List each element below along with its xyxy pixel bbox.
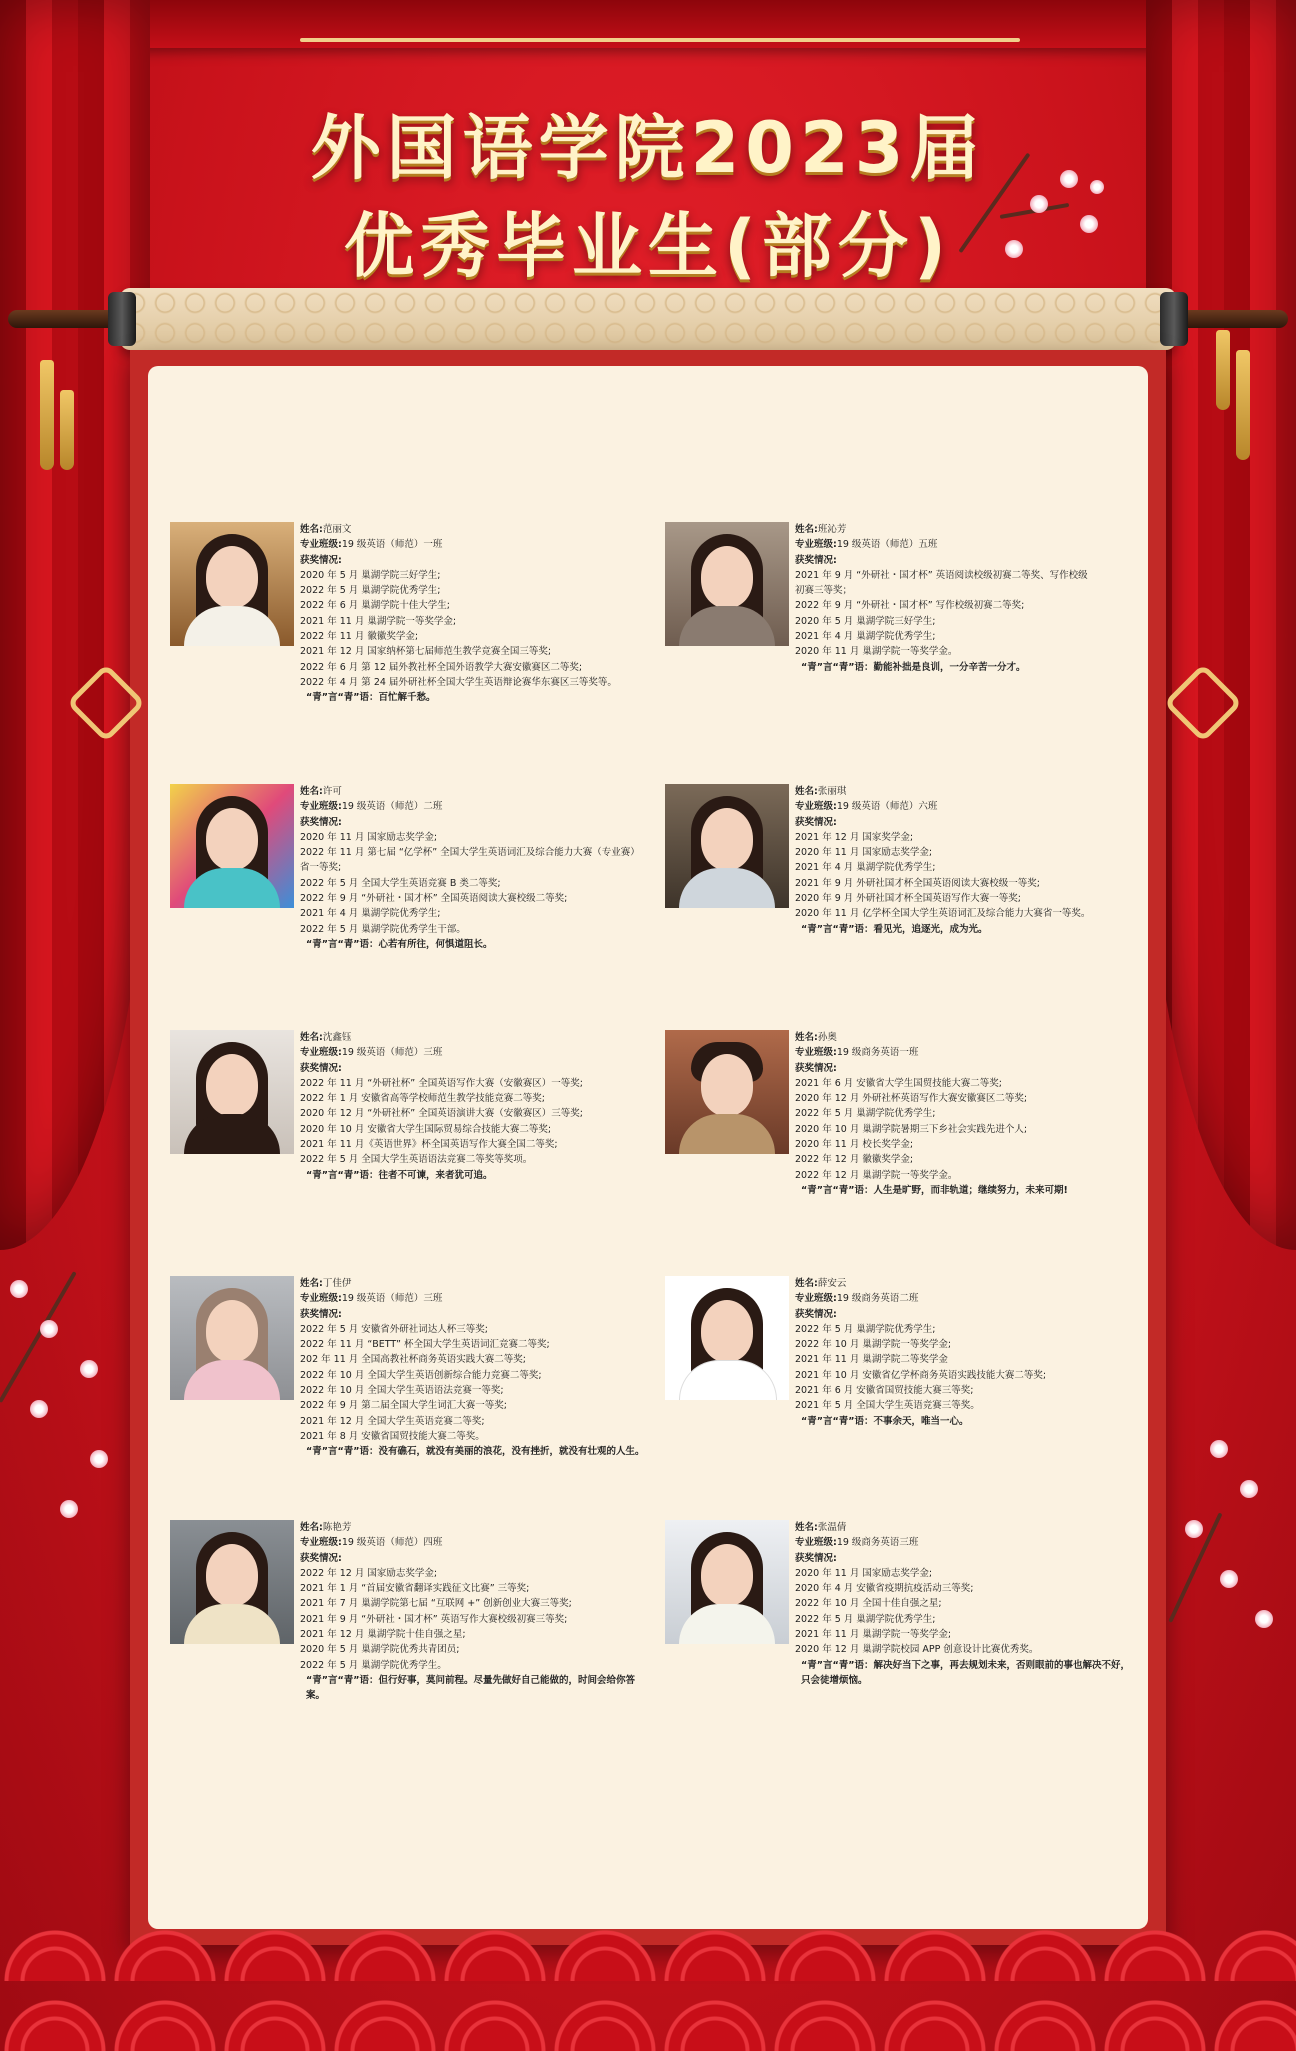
- right-tassel-2: [1216, 330, 1230, 410]
- student-photo: [170, 1276, 294, 1400]
- profile-text: [300, 784, 640, 952]
- award-item: 2022 年 5 月 全国大学生英语语法竞赛二等奖等奖项。: [300, 1154, 533, 1166]
- awards-label: 获奖情况:: [795, 816, 837, 828]
- award-item: 2022 年 12 月 巢湖学院一等奖学金。: [795, 1169, 958, 1181]
- student-name: 许可: [322, 786, 342, 797]
- student-name: 沈鑫钰: [322, 1032, 352, 1043]
- student-photo: [665, 1520, 789, 1644]
- class-label: 专业班级:: [300, 1047, 342, 1059]
- award-item: 2021 年 9 月 “外研社・国才杯” 英语阅读校级初赛二等奖、写作校级: [795, 569, 1088, 581]
- award-item: 2020 年 12 月 “外研社杯” 全国英语演讲大赛（安徽赛区）三等奖;: [300, 1108, 583, 1120]
- class-label: 专业班级:: [300, 1537, 342, 1549]
- award-item: 2022 年 5 月 巢湖学院优秀学生;: [795, 1323, 936, 1335]
- class-label: 专业班级:: [795, 1537, 837, 1549]
- profile-text: [300, 1030, 640, 1183]
- profile-text: [795, 522, 1135, 675]
- student-name: 张温倩: [817, 1522, 847, 1533]
- award-item: 2020 年 11 月 校长奖学金;: [795, 1139, 914, 1151]
- scroll-top-rod: [0, 288, 1296, 350]
- class-label: 专业班级:: [300, 1293, 342, 1305]
- award-item: 2022 年 9 月 “外研社・国才杯” 写作校级初赛二等奖;: [795, 600, 1025, 612]
- class-label: 专业班级:: [300, 539, 342, 551]
- award-item: 2021 年 11 月 巢湖学院一等奖学金;: [300, 615, 457, 627]
- wave-pattern-footer: [0, 1911, 1296, 2051]
- award-item: 2022 年 5 月 巢湖学院优秀学生。: [300, 1659, 447, 1671]
- student-photo: [665, 522, 789, 646]
- student-class: 19 级英语（师范）一班: [341, 539, 443, 551]
- award-item: 2022 年 10 月 全国大学生英语创新综合能力竞赛二等奖;: [300, 1369, 542, 1381]
- award-item: 2020 年 11 月 国家励志奖学金;: [795, 1567, 933, 1579]
- awards-label: 获奖情况:: [300, 554, 342, 566]
- gold-divider: [300, 38, 1020, 42]
- student-name: 薛安云: [817, 1278, 847, 1289]
- award-item: 2021 年 6 月 安徽省大学生国贸技能大赛二等奖;: [795, 1077, 1003, 1089]
- class-label: 专业班级:: [300, 801, 342, 813]
- award-item: 2020 年 4 月 安徽省疫期抗疫活动三等奖;: [795, 1583, 974, 1595]
- student-motto: “青”言“青”语：但行好事，莫问前程。尽量先做好自己能做的，时间会给你答案。: [306, 1674, 635, 1702]
- award-item: 省一等奖;: [300, 862, 342, 874]
- name-label: 姓名:: [795, 786, 818, 797]
- awards-label: 获奖情况:: [300, 816, 342, 828]
- award-item: 2021 年 11 月《英语世界》杯全国英语写作大赛全国二等奖;: [300, 1139, 558, 1151]
- award-item: 2022 年 11 月 徽徽奖学金;: [300, 631, 419, 643]
- award-item: 2021 年 11 月 巢湖学院二等奖学金: [795, 1354, 948, 1366]
- student-photo: [665, 784, 789, 908]
- award-item: 2022 年 10 月 全国十佳自强之星;: [795, 1598, 942, 1610]
- award-item: 2021 年 12 月 巢湖学院十佳自强之星;: [300, 1629, 466, 1641]
- award-item: 2021 年 5 月 全国大学生英语竞赛三等奖。: [795, 1400, 980, 1412]
- award-item: 2021 年 1 月 “首届安徽省翻译实践征文比赛” 三等奖;: [300, 1583, 530, 1595]
- award-item: 2020 年 11 月 亿学杯全国大学生英语词汇及综合能力大赛省一等奖。: [795, 908, 1091, 920]
- student-photo: [170, 522, 294, 646]
- award-item: 2021 年 9 月 外研社国才杯全国英语阅读大赛校级一等奖;: [795, 877, 1041, 889]
- profile-text: [795, 1030, 1135, 1198]
- student-name: 孙奥: [817, 1032, 837, 1043]
- student-motto: “青”言“青”语：不事余天，唯当一心。: [801, 1415, 969, 1427]
- name-label: 姓名:: [300, 1032, 323, 1043]
- award-item: 2022 年 4 月 第 24 届外研社杯全国大学生英语辩论赛华东赛区三等奖等。: [300, 676, 617, 688]
- award-item: 2022 年 5 月 巢湖学院优秀学生;: [300, 585, 441, 597]
- awards-label: 获奖情况:: [795, 1062, 837, 1074]
- award-item: 2022 年 11 月 “BETT” 杯全国大学生英语词汇竞赛二等奖;: [300, 1339, 550, 1351]
- award-item: 2022 年 10 月 全国大学生英语语法竞赛一等奖;: [300, 1385, 504, 1397]
- awards-label: 获奖情况:: [795, 554, 837, 566]
- award-item: 2022 年 5 月 巢湖学院优秀学生;: [795, 1613, 936, 1625]
- student-motto: “青”言“青”语：往者不可谏，来者犹可追。: [306, 1169, 493, 1181]
- award-item: 2022 年 6 月 巢湖学院十佳大学生;: [300, 600, 451, 612]
- award-item: 2022 年 5 月 安徽省外研社词达人杯三等奖;: [300, 1323, 489, 1335]
- award-item: 2021 年 8 月 安徽省国贸技能大赛二等奖。: [300, 1430, 485, 1442]
- class-label: 专业班级:: [795, 801, 837, 813]
- student-motto: “青”言“青”语：百忙解千愁。: [306, 692, 436, 704]
- award-item: 2020 年 12 月 巢湖学院校园 APP 创意设计比赛优秀奖。: [795, 1644, 1039, 1656]
- student-name: 班沁芳: [817, 524, 847, 535]
- award-item: 2022 年 12 月 国家励志奖学金;: [300, 1567, 438, 1579]
- class-label: 专业班级:: [795, 539, 837, 551]
- award-item: 2020 年 10 月 巢湖学院暑期三下乡社会实践先进个人;: [795, 1123, 1028, 1135]
- student-photo: [170, 1030, 294, 1154]
- award-item: 202 年 11 月 全国高教社杯商务英语实践大赛二等奖;: [300, 1354, 527, 1366]
- award-item: 2021 年 12 月 全国大学生英语竞赛二等奖;: [300, 1415, 485, 1427]
- name-label: 姓名:: [300, 1278, 323, 1289]
- award-item: 2022 年 11 月 “外研社杯” 全国英语写作大赛（安徽赛区）一等奖;: [300, 1077, 583, 1089]
- award-item: 2021 年 6 月 安徽省国贸技能大赛三等奖;: [795, 1385, 974, 1397]
- student-motto: “青”言“青”语：心若有所往，何惧道阻长。: [306, 938, 493, 950]
- name-label: 姓名:: [300, 524, 323, 535]
- award-item: 2020 年 5 月 巢湖学院三好学生;: [795, 615, 936, 627]
- award-item: 2022 年 5 月 巢湖学院优秀学生干部。: [300, 923, 466, 935]
- student-class: 19 级英语（师范）三班: [341, 1047, 443, 1059]
- award-item: 2022 年 1 月 安徽省高等学校师范生教学技能竞赛二等奖;: [300, 1093, 546, 1105]
- award-item: 2021 年 4 月 巢湖学院优秀学生;: [300, 908, 441, 920]
- award-item: 2022 年 10 月 巢湖学院一等奖学金;: [795, 1339, 952, 1351]
- poster-title-line1: 外国语学院2023届: [310, 107, 986, 189]
- student-name: 丁佳伊: [322, 1278, 352, 1289]
- award-item: 2021 年 7 月 巢湖学院第七届 “互联网 +” 创新创业大赛三等奖;: [300, 1598, 572, 1610]
- awards-label: 获奖情况:: [795, 1308, 837, 1320]
- class-label: 专业班级:: [795, 1047, 837, 1059]
- award-item: 2020 年 10 月 安徽省大学生国际贸易综合技能大赛二等奖;: [300, 1123, 552, 1135]
- student-class: 19 级英语（师范）六班: [836, 801, 938, 813]
- award-item: 2022 年 9 月 第二届全国大学生词汇大赛一等奖;: [300, 1400, 508, 1412]
- student-class: 19 级商务英语三班: [836, 1537, 919, 1549]
- awards-label: 获奖情况:: [300, 1552, 342, 1564]
- student-motto: “青”言“青”语：勤能补拙是良训，一分辛苦一分才。: [801, 661, 1026, 673]
- award-item: 2020 年 5 月 巢湖学院三好学生;: [300, 569, 441, 581]
- student-class: 19 级英语（师范）二班: [341, 801, 443, 813]
- left-tassel: [40, 360, 54, 470]
- profile-text: [300, 522, 640, 706]
- name-label: 姓名:: [795, 524, 818, 535]
- student-motto: “青”言“青”语：人生是旷野，而非轨道；继续努力，未来可期!: [801, 1184, 1068, 1196]
- profile-text: [300, 1520, 640, 1704]
- left-tassel-2: [60, 390, 74, 470]
- student-motto: “青”言“青”语：看见光，追逐光，成为光。: [801, 923, 988, 935]
- award-item: 2021 年 11 月 巢湖学院一等奖学金;: [795, 1629, 952, 1641]
- name-label: 姓名:: [795, 1032, 818, 1043]
- award-item: 2022 年 12 月 徽徽奖学金;: [795, 1154, 914, 1166]
- award-item: 2022 年 5 月 巢湖学院优秀学生;: [795, 1108, 936, 1120]
- student-photo: [170, 1520, 294, 1644]
- student-name: 陈艳芳: [322, 1522, 352, 1533]
- poster-title-line2: 优秀毕业生(部分): [344, 205, 952, 287]
- award-item: 2021 年 12 月 国家奖学金;: [795, 831, 914, 843]
- award-item: 2020 年 9 月 外研社国才杯全国英语写作大赛一等奖;: [795, 893, 1022, 905]
- name-label: 姓名:: [300, 786, 323, 797]
- student-class: 19 级英语（师范）三班: [341, 1293, 443, 1305]
- name-label: 姓名:: [300, 1522, 323, 1533]
- student-class: 19 级商务英语一班: [836, 1047, 919, 1059]
- award-item: 2021 年 9 月 “外研社・国才杯” 英语写作大赛校级初赛三等奖;: [300, 1613, 568, 1625]
- student-photo: [665, 1030, 789, 1154]
- award-item: 2020 年 11 月 巢湖学院一等奖学金。: [795, 646, 958, 658]
- right-tassel: [1236, 350, 1250, 460]
- student-class: 19 级商务英语二班: [836, 1293, 919, 1305]
- class-label: 专业班级:: [795, 1293, 837, 1305]
- award-item: 初赛三等奖；: [795, 585, 853, 597]
- student-class: 19 级英语（师范）五班: [836, 539, 938, 551]
- award-item: 2020 年 12 月 外研社杯英语写作大赛安徽赛区二等奖;: [795, 1093, 1028, 1105]
- student-name: 张丽琪: [817, 786, 847, 797]
- awards-label: 获奖情况:: [795, 1552, 837, 1564]
- student-name: 范丽文: [322, 524, 352, 535]
- award-item: 2021 年 12 月 国家纳杯第七届师范生教学竞赛全国三等奖;: [300, 646, 552, 658]
- profile-text: [300, 1276, 645, 1460]
- name-label: 姓名:: [795, 1522, 818, 1533]
- profile-text: [795, 784, 1135, 937]
- award-item: 2020 年 11 月 国家励志奖学金;: [795, 847, 933, 859]
- student-motto: “青”言“青”语：没有礁石，就没有美丽的浪花，没有挫折，就没有壮观的人生。: [306, 1446, 645, 1458]
- award-item: 2020 年 5 月 巢湖学院优秀共青团员;: [300, 1644, 460, 1656]
- awards-label: 获奖情况:: [300, 1062, 342, 1074]
- student-class: 19 级英语（师范）四班: [341, 1537, 443, 1549]
- award-item: 2021 年 10 月 安徽省亿学杯商务英语实践技能大赛二等奖;: [795, 1369, 1047, 1381]
- profile-text: [795, 1520, 1135, 1688]
- award-item: 2022 年 11 月 第七届 “亿学杯” 全国大学生英语词汇及综合能力大赛（专业赛）: [300, 847, 640, 859]
- name-label: 姓名:: [795, 1278, 818, 1289]
- profile-text: [795, 1276, 1135, 1429]
- award-item: 2021 年 4 月 巢湖学院优秀学生;: [795, 862, 936, 874]
- award-item: 2022 年 6 月 第 12 届外教社杯全国外语教学大赛安徽赛区二等奖;: [300, 661, 583, 673]
- student-photo: [665, 1276, 789, 1400]
- student-motto: “青”言“青”语：解决好当下之事，再去规划未来，否则眼前的事也解决不好，只会徒增烦恼。: [801, 1659, 1130, 1686]
- award-item: 2022 年 5 月 全国大学生英语竞赛 B 类二等奖;: [300, 877, 501, 889]
- award-item: 2022 年 9 月 “外研社・国才杯” 全国英语阅读大赛校级二等奖;: [300, 893, 568, 905]
- award-item: 2020 年 11 月 国家励志奖学金;: [300, 831, 438, 843]
- award-item: 2021 年 4 月 巢湖学院优秀学生;: [795, 631, 936, 643]
- awards-label: 获奖情况:: [300, 1308, 342, 1320]
- student-photo: [170, 784, 294, 908]
